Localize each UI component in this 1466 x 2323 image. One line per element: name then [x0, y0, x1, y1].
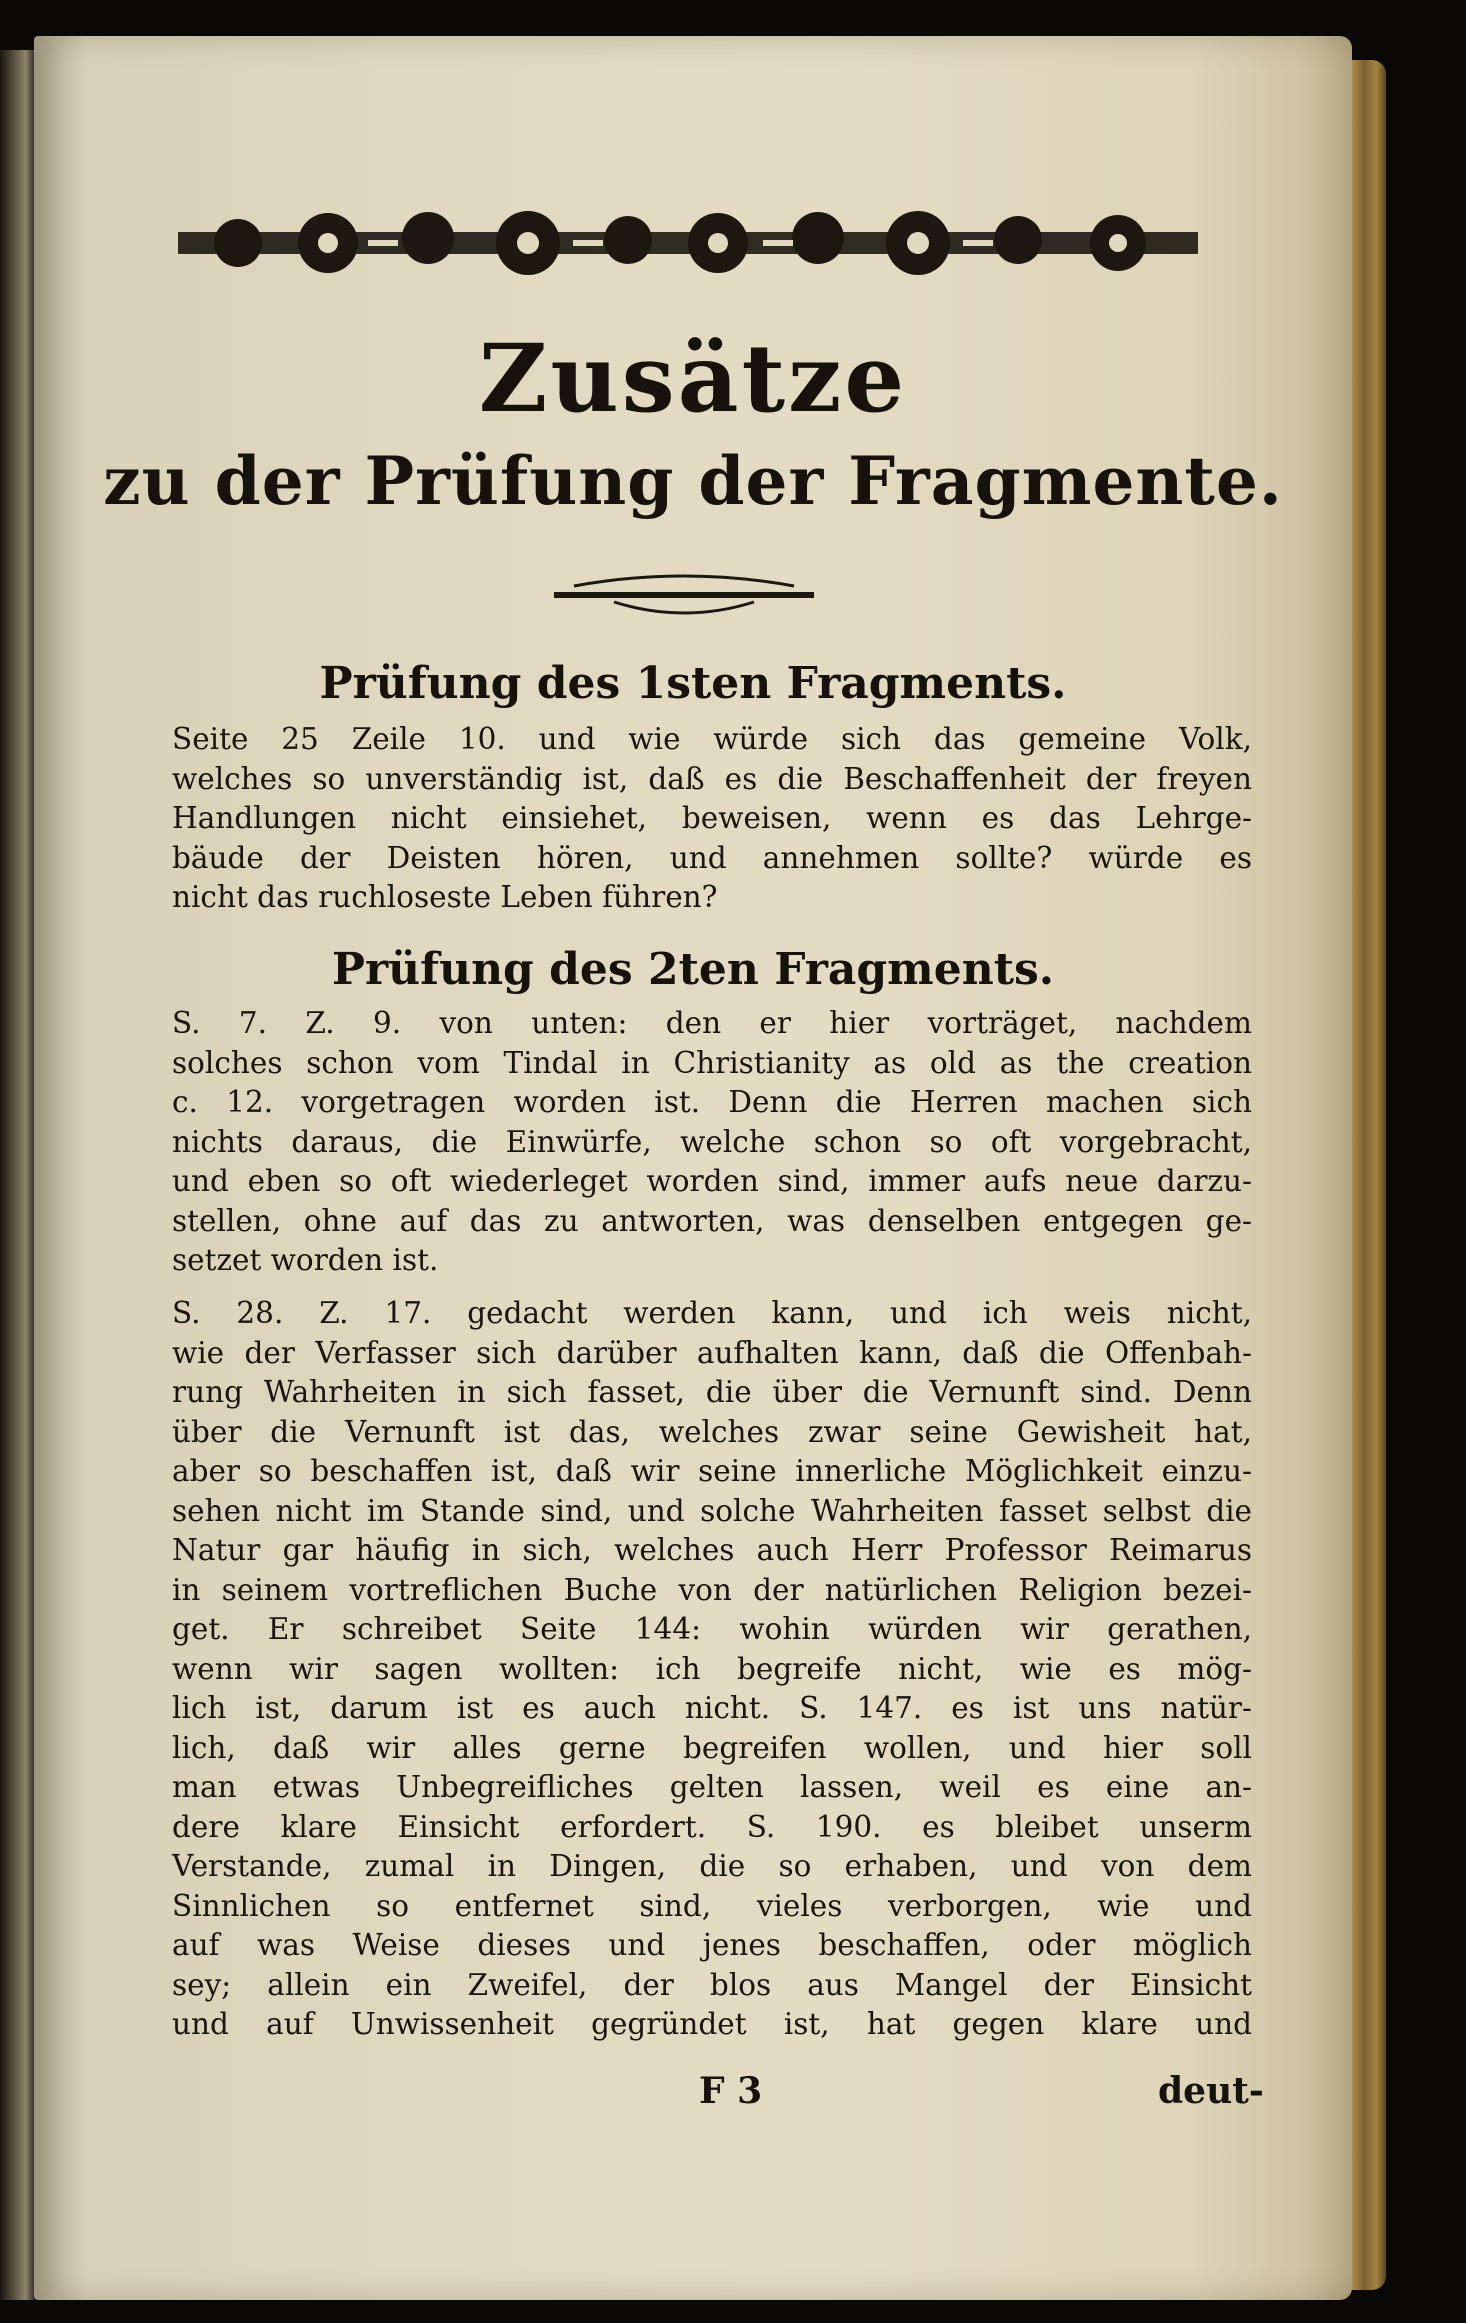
text-line: aber so beschaffen ist, daß wir seine innerliche Möglichkeit einzu- [172, 1454, 1252, 1488]
section-2-body [172, 1004, 1252, 1281]
text-line: setzet worden ist. [172, 1243, 439, 1277]
text-line: man etwas Unbegreifliches gelten lassen, weil es eine an- [172, 1770, 1252, 1804]
text-line: bäude der Deisten hören, und annehmen sollte? würde es [172, 840, 1252, 875]
section-3-body [172, 1294, 1252, 2045]
text-line: dere klare Einsicht erfordert. S. 190. es bleibet unserm [172, 1809, 1252, 1844]
section-heading-fragment-1: Prüfung des 1sten Fragments. [319, 658, 1067, 709]
text-line: auf was Weise dieses und jenes beschaffen, oder möglich [172, 1928, 1252, 1962]
text-line: Seite 25 Zeile 10. und wie würde sich das gemeine Volk, [172, 722, 1252, 756]
text-line: wenn wir sagen wollten: ich begreife nicht, wie es mög- [172, 1651, 1252, 1686]
text-line: S. 7. Z. 9. von unten: den er hier vorträget, nachdem [172, 1006, 1252, 1040]
text-line: lich ist, darum ist es auch nicht. S. 147. es ist uns natür- [172, 1691, 1252, 1725]
text-line: und eben so oft wiederleget worden sind, immer aufs neue darzu- [172, 1164, 1252, 1198]
text-line: solches schon vom Tindal in Christianity as old as the creation [172, 1045, 1252, 1080]
text-line: Sinnlichen so entfernet sind, vieles verborgen, wie und [172, 1888, 1252, 1923]
text-line: Natur gar häufig in sich, welches auch Herr Professor Reimarus [172, 1533, 1252, 1567]
text-line: Verstande, zumal in Dingen, die so erhaben, und von dem [172, 1849, 1252, 1883]
text-line: c. 12. vorgetragen worden ist. Denn die Herren machen sich [172, 1085, 1252, 1119]
text-line: welches so unverständig ist, daß es die Beschaffenheit der freyen [172, 761, 1252, 796]
page-subtitle: zu der Prüfung der Fragmente. [103, 442, 1283, 520]
text-line: nicht das ruchloseste Leben führen? [172, 880, 718, 914]
text-line: S. 28. Z. 17. gedacht werden kann, und ich weis nicht, [172, 1296, 1252, 1330]
left-page-edge [0, 50, 34, 2300]
section-1-body [172, 720, 1252, 918]
page-title: Zusätze [478, 324, 908, 434]
text-line: get. Er schreibet Seite 144: wohin würden wir gerathen, [172, 1612, 1252, 1646]
section-heading-fragment-2: Prüfung des 2ten Fragments. [331, 944, 1055, 995]
text-line: über die Vernunft ist das, welches zwar seine Gewisheit hat, [172, 1414, 1252, 1449]
text-line: sehen nicht im Stande sind, und solche Wahrheiten fasset selbst die [172, 1493, 1252, 1528]
text-line: stellen, ohne auf das zu antworten, was denselben entgegen ge- [172, 1203, 1252, 1238]
signature-mark: F 3 [699, 2070, 763, 2112]
text-line: sey; allein ein Zweifel, der blos aus Mangel der Einsicht [172, 1967, 1252, 2002]
book-page [34, 36, 1352, 2300]
text-line: Handlungen nicht einsiehet, beweisen, wenn es das Lehrge- [172, 801, 1252, 835]
catchword: deut- [1158, 2070, 1264, 2112]
text-line: rung Wahrheiten in sich fasset, die über die Vernunft sind. Denn [172, 1375, 1252, 1409]
text-line: lich, daß wir alles gerne begreifen wollen, und hier soll [172, 1730, 1252, 1765]
text-line: nichts daraus, die Einwürfe, welche schon so oft vorgebracht, [172, 1124, 1252, 1159]
decorative-rule [554, 566, 814, 626]
text-line: und auf Unwissenheit gegründet ist, hat gegen klare und [172, 2007, 1252, 2041]
ornamental-fleuron-band [178, 188, 1198, 298]
text-line: in seinem vortreflichen Buche von der natürlichen Religion bezei- [172, 1572, 1252, 1607]
text-line: wie der Verfasser sich darüber aufhalten kann, daß die Offenbah- [172, 1335, 1252, 1370]
